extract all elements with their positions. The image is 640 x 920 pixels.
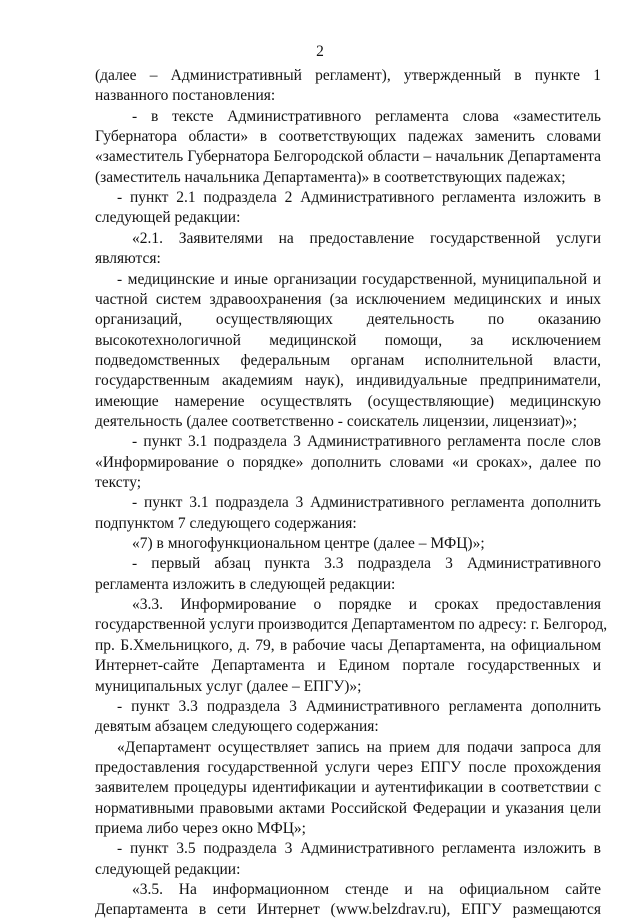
text-line: - пункт 3.1 подраздела 3 Административного регламента после слов xyxy=(132,433,601,450)
text-line: следующей редакции: xyxy=(95,861,241,878)
text-line: «7) в многофункциональном центре (далее – МФЦ)»; xyxy=(132,535,485,552)
text-line: нормативными правовыми актами Российской Федерации и указания цели xyxy=(95,800,601,817)
text-line: «Информирование о порядке» дополнить словами «и сроках», далее по xyxy=(95,454,601,471)
text-line: частной систем здравоохранения (за исключением медицинских и иных xyxy=(95,291,601,308)
page-number: 2 xyxy=(316,43,324,60)
text-line: являются: xyxy=(95,250,161,267)
text-line: имеющие намерение осуществлять (осуществляющие) медицинскую xyxy=(95,393,601,410)
text-line: деятельность (далее соответственно - соискатель лицензии, лицензиат)»; xyxy=(95,413,578,430)
text-line: организаций, осуществляющих деятельность по оказанию xyxy=(95,311,601,328)
text-line: Интернет-сайте Департамента и Едином портале государственных и xyxy=(95,657,601,674)
text-line: тексту; xyxy=(95,474,142,491)
text-line: - пункт 3.3 подраздела 3 Административного регламента дополнить xyxy=(117,698,601,715)
text-line: - пункт 3.1 подраздела 3 Административного регламента дополнить xyxy=(132,494,601,511)
text-line: приема либо через окно МФЦ»; xyxy=(95,820,306,837)
text-line: государственным академиям наук), индивидуальные предприниматели, xyxy=(95,372,601,389)
text-line: предоставления государственной услуги через ЕПГУ после прохождения xyxy=(95,759,601,776)
text-line: «Департамент осуществляет запись на прием для подачи запроса для xyxy=(117,739,601,756)
text-line: - в тексте Административного регламента слова «заместитель xyxy=(132,108,601,125)
text-line: - пункт 2.1 подраздела 2 Административного регламента изложить в xyxy=(117,189,601,206)
text-line: - пункт 3.5 подраздела 3 Административного регламента изложить в xyxy=(117,840,601,857)
text-line: (заместитель начальника Департамента)» в соответствующих падежах; xyxy=(95,169,566,186)
text-line: - медицинские и иные организации государственной, муниципальной и xyxy=(117,271,601,288)
text-line: регламента изложить в следующей редакции: xyxy=(95,576,396,593)
text-line: высокотехнологичной медицинской помощи, за исключением xyxy=(95,332,601,349)
text-line: девятым абзацем следующего содержания: xyxy=(95,718,379,735)
text-line: заявителем процедуры идентификации и аутентификации в соответствии с xyxy=(95,779,601,796)
text-line: муниципальных услуг (далее – ЕПГУ)»; xyxy=(95,678,362,695)
text-line: «заместитель Губернатора Белгородской области – начальник Департамента xyxy=(95,148,601,165)
text-line: Департамента в сети Интернет (www.belzdrav.ru), ЕПГУ размещаются xyxy=(95,901,601,918)
text-line: (далее – Административный регламент), утвержденный в пункте 1 xyxy=(95,67,601,84)
text-line: пр. Б.Хмельницкого, д. 79, в рабочие часы Департамента, на официальном xyxy=(95,637,601,654)
text-line: следующей редакции: xyxy=(95,209,241,226)
text-line: подведомственных федеральным органам исполнительной власти, xyxy=(95,352,601,369)
text-line: - первый абзац пункта 3.3 подраздела 3 Административного xyxy=(132,555,601,572)
text-line: «2.1. Заявителями на предоставление государственной услуги xyxy=(132,230,601,247)
text-line: «3.5. На информационном стенде и на официальном сайте xyxy=(132,881,601,898)
text-line: названного постановления: xyxy=(95,87,276,104)
text-line: Губернатора области» в соответствующих падежах заменить словами xyxy=(95,128,601,145)
text-line: «3.3. Информирование о порядке и сроках предоставления xyxy=(132,596,601,613)
text-line: подпунктом 7 следующего содержания: xyxy=(95,515,357,532)
text-line: государственной услуги производится Департаментом по адресу: г. Белгород, xyxy=(95,616,608,633)
